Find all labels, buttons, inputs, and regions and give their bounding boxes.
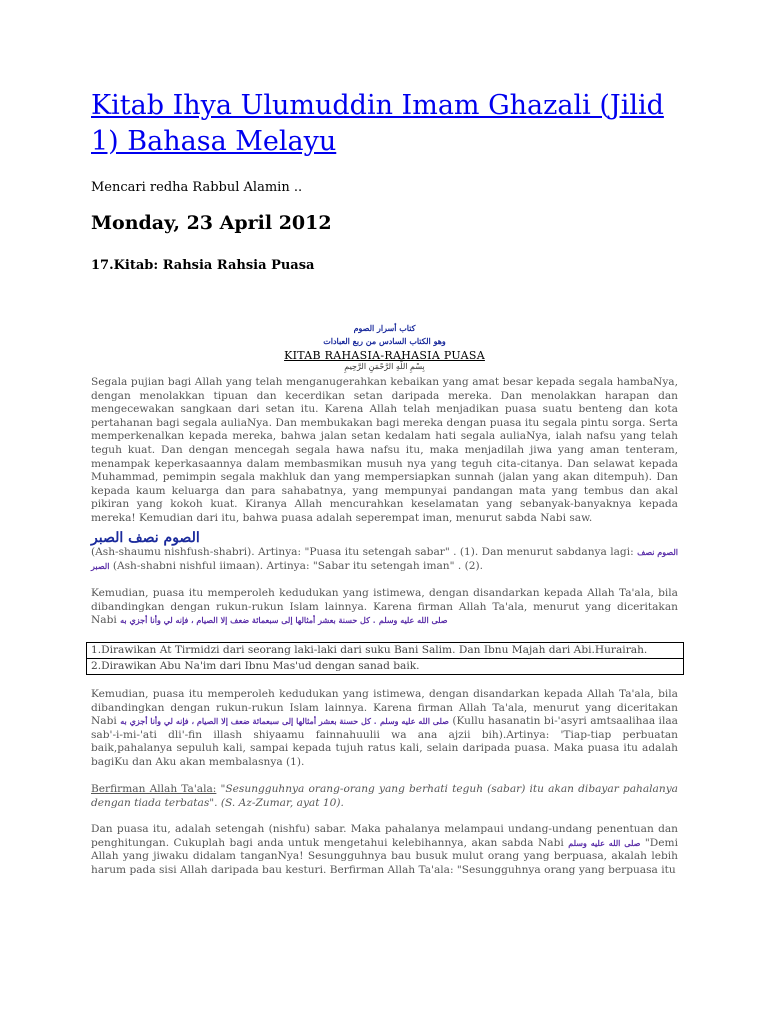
paragraph-half-patience (91, 823, 678, 877)
arabic-quote: الصوم نصف الصبر (91, 530, 200, 546)
kitab-heading: KITAB RAHASIA-RAHASIA PUASA (284, 349, 485, 362)
blog-title-link[interactable]: Kitab Ihya Ulumuddin Imam Ghazali (Jilid 1) Bahasa Melayu (91, 90, 664, 157)
footnotes-table (86, 642, 684, 675)
paragraph-hadith-1 (91, 546, 678, 573)
arabic-inline-6: . كل حسنة بعشر أمثالها إلى سبعمائة ضعف إلا الصيام ، فإنه لي وأنا أجزي به (120, 716, 377, 727)
paragraph-position-text: Kemudian, puasa itu memperoleh kedudukan yang istimewa, dengan disandarkan kepada Allah Ta'ala, bila dibandingkan dengan rukun-rukun Islam lainnya. Karena firman Allah Ta'ala, menurut yang diceritakan Nabi (91, 587, 678, 627)
paragraph-position-2 (91, 688, 678, 770)
arabic-title-line-2: وهو الكتاب السادس من ربع العبادات (323, 336, 446, 346)
arabic-inline-2: الصبر (91, 560, 110, 571)
footnote-2: 2.Dirawikan Abu Na'im dari Ibnu Mas'ud dengan sanad baik. (87, 658, 683, 674)
arabic-inline-5: صلى الله عليه وسلم (379, 716, 449, 727)
arabic-title-line-1: كتاب أسرار الصوم (353, 323, 416, 333)
post-date: Monday, 23 April 2012 (91, 212, 332, 234)
paragraph-position-2-rest: (Kullu hasanatin bi-'asyri amtsaalihaa ilaa sab'-i-mi-'ati dli'-fin illash shiyaamu fainnahuulii wa ana ajzii bih).Artinya: 'Tiap-tiap perbuatan baik,pahalanya sepuluh kali, sampai kepada tujuh ratus kali, selain daripada puasa. Maka puasa itu adalah bagiKu dan Aku akan membalasnya (1). (91, 715, 678, 768)
arabic-inline-1: الصوم نصف (637, 547, 678, 557)
arabic-inline-7: صلى الله عليه وسلم (568, 837, 641, 848)
arabic-inline-4: . كل حسنة بعشر أمثالها إلى سبعمائة ضعف إلا الصيام ، فإنه لي وأنا أجزي به (120, 615, 376, 626)
blog-subtitle: Mencari redha Rabbul Alamin .. (91, 180, 303, 195)
firman-label: Berfirman Allah Ta'ala: (91, 783, 217, 795)
post-title: 17.Kitab: Rahsia Rahsia Puasa (91, 258, 315, 273)
paragraph-position (91, 587, 678, 628)
paragraph-firman (91, 783, 678, 810)
arabic-inline-3: صلى الله عليه وسلم (378, 615, 448, 626)
paragraph-hadith-1-text-a: (Ash-shaumu nishfush-shabri). Artinya: "Puasa itu setengah sabar" . (1). Dan menurut sabdanya lagi: (91, 546, 634, 558)
bismillah: بِسْمِ اللَّهِ الرَّحْمَنِ الرَّحِيمِ (344, 362, 425, 371)
paragraph-half-patience-text-a: Dan puasa itu, adalah setengah (nishfu) sabar. Maka pahalanya melampaui undang-undang penentuan dan penghitungan. Cukuplah bagi anda untuk mengetahui kelebihannya, akan sabda Nabi (91, 823, 678, 849)
paragraph-hadith-1-text-b: (Ash-shabni nishful iimaan). Artinya: "Sabar itu setengah iman" . (2). (112, 559, 483, 572)
paragraph-half-patience-text-b: "Demi Allah yang jiwaku didalam tanganNya! Sesungguhnya bau busuk mulut orang yang berpuasa, akalah lebih harum pada sisi Allah daripada bau kesturi. Berfirman Allah Ta'ala: "Sesungguhnya orang yang berpuasa itu (91, 836, 678, 876)
paragraph-intro: Segala pujian bagi Allah yang telah menganugerahkan kebaikan yang amat besar kepada segala hambaNya, dengan menolakkan tipuan dan kecerdikan setan daripada mereka. Dan menolakkan harapan dan mengecewakan sangkaan dari setan itu. Karena Allah telah menjadikan puasa suatu benteng dan kota pertahanan bagi segala auliaNya. Dan membukakan bagi mereka dengan puasa itu segala pintu sorga. Serta memperkenalkan kepada mereka, bahwa jalan setan kedalam hati segala auliaNya, ialah nafsu yang telah teguh kuat. Dan dengan mencegah segala hawa nafsu itu, maka menjadilah jiwa yang aman tenteram, menampak keperkasaannya dalam membasmikan musuh nya yang teguh cita-citanya. Dan selawat kepada Muhammad, pemimpin segala makhluk dan yang mempersiapkan sunnah (jalan yang akan ditempuh). Dan kepada kaum keluarga dan para sahabatnya, yang mempunyai pandangan mata yang tembus dan akal pikiran yang kokoh kuat. Kiranya Allah mencurahkan keselamatan yang sebanyak-banyaknya kepada mereka! Kemudian dari itu, bahwa puasa adalah seperempat iman, menurut sabda Nabi saw. (91, 376, 678, 524)
firman-quote: "Sesungguhnya orang-orang yang berhati teguh (sabar) itu akan dibayar pahalanya dengan tiada terbatas". (S. Az-Zumar, ayat 10). (91, 783, 678, 809)
footnote-1: 1.Dirawikan At Tirmidzi dari seorang laki-laki dari suku Bani Salim. Dan Ibnu Majah dari Abi.Hurairah. (91, 644, 648, 656)
paragraph-position-2-text: Kemudian, puasa itu memperoleh kedudukan yang istimewa, dengan disandarkan kepada Allah Ta'ala, bila dibandingkan dengan rukun-rukun Islam lainnya. Karena firman Allah Ta'ala, menurut yang diceritakan Nabi (91, 688, 678, 728)
